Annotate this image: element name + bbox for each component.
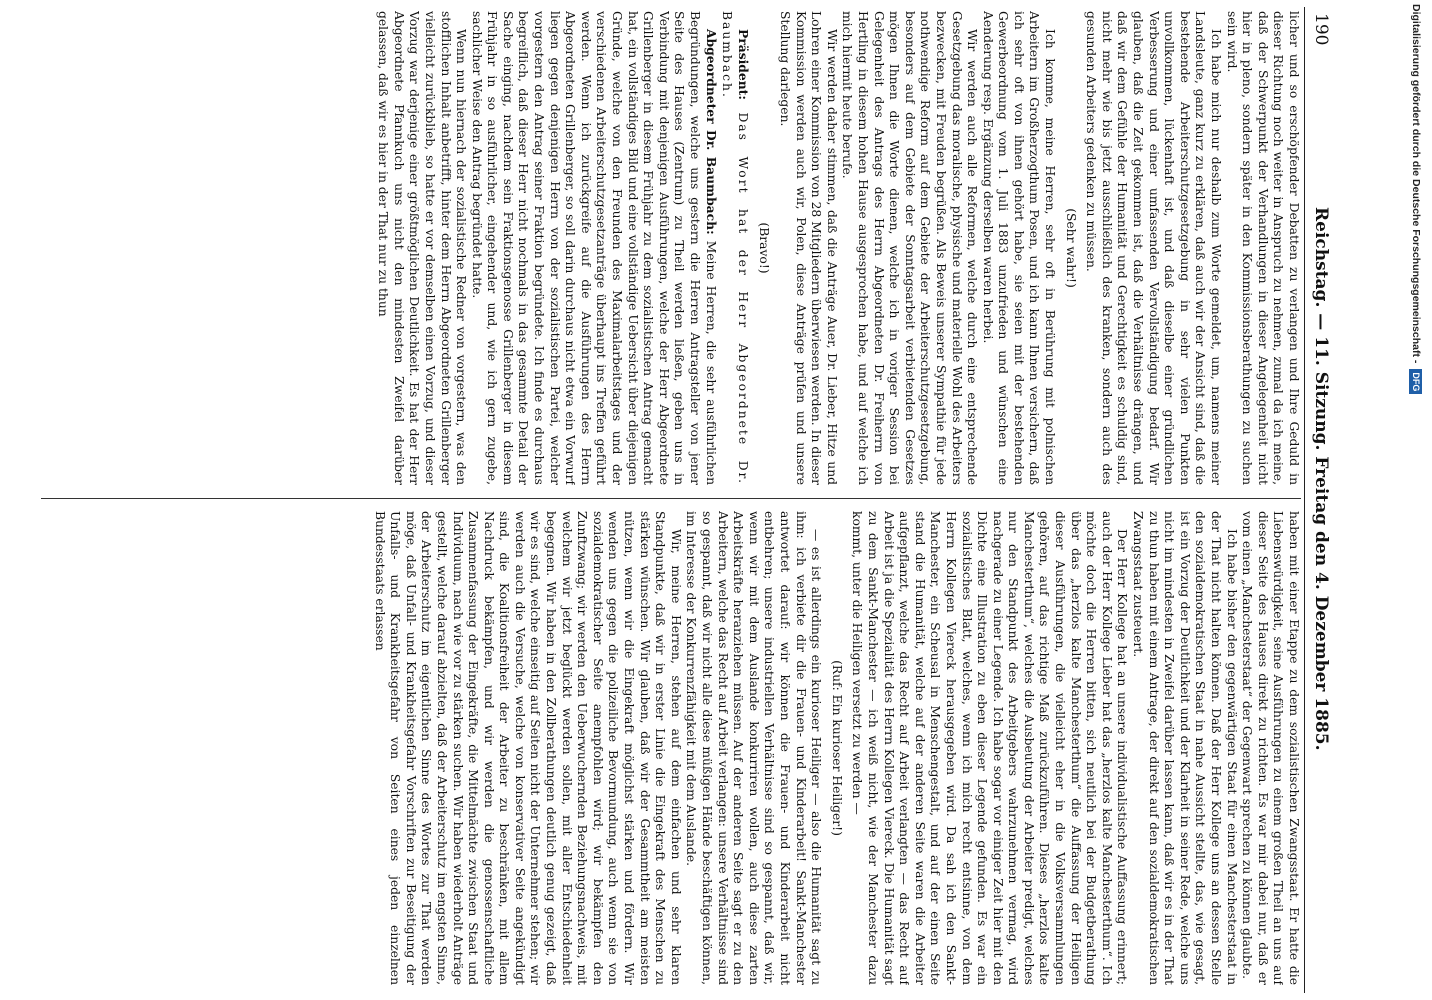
dfg-logo-badge: DFG xyxy=(1409,369,1422,394)
left-paragraph-4: Wir werden auch alle Reformen, welche durch eine entsprechende Gesetzgebung das moralische, physische und materielle Wohl des Arbeiters bezwecken, mit Freuden begrüßen. Als Beweis unserer Sympathie für jede nothwendige Reform auf dem Gebiete der Arbeiterschutzgesetzgebung, besonders auf dem Gebiete der Sonntagsarbeit verbietenden Gesetzes mögen Ihnen die Worte dienen, welche ich in voriger Session bei Gelegenheit des Antrags des Herrn Abgeordneten Dr. Freiherrn von Hertling in diesem hohen Hause ausgesprochen habe, und auf welche ich mich hiermit heute berufe. xyxy=(840,11,980,485)
applause-note-2: (Bravo!) xyxy=(757,222,772,274)
right-paragraph-4: — es ist allerdings ein kurioser Heiliger — also die Humanität sagt zu ihm: ich verbiete dir die Frauen- und Kinderarbeit! Sankt-Manchester antwortet darauf: wir können die Frauen- und Kinderarbeit nicht entbehren; unsere industriellen Verhältnisse sind so gespannt, daß wir, wenn wir mit dem Auslande konkurriren wollen, auch diese zarten Arbeitskräfte heranziehen müssen. Auf der anderen Seite sagt er zu den Arbeitern, welche das Recht auf Arbeit verlangen: unsere Verhältnisse sind so gespannt, daß wir nicht alle diese müßigen Hände beschäftigen können, im Interesse der Konkurrenzfähigkeit mit dem Auslande. xyxy=(684,511,824,985)
left-paragraph-1: licher und so erschöpfender Debatten zu verlangen und Ihre Geduld in dieser Richtung noch weiter in Anspruch zu nehmen, zumal da ich meine, daß der Schwerpunkt der Verhandlungen in dieser Angelegenheit nicht hier in pleno, sondern später in den Kommissionsberathungen zu suchen sein wird. xyxy=(1224,11,1301,485)
credit-text: Digitalisierung gefördert durch die Deutsche Forschungsgemeinschaft - xyxy=(1410,4,1422,364)
left-paragraph-7: Wenn nun hiernach der sozialistische Redner von vorgestern, was den stofflichen Inhalt anbetrifft, hinter dem Herrn Abgeordneten Grillenberger vielleicht zurückblieb, so hatte er vor demselben einen Vorzug, und dieser Vorzug war derjenige einer größtmöglichen Deutlichkeit. Es hat der Herr Abgeordnete Pfannkuch uns nicht den mindesten Zweifel darüber gelassen, daß wir es hier in der That nur zu thun xyxy=(376,11,469,485)
rotated-newspaper-page xyxy=(35,7,1335,993)
speaker-text: Meine Herren, die sehr ausführlichen Begründungen, welche uns gestern die Herren Antragsteller von jener Seite des Hauses (Zentrum) zu Theil werden ließen, geben uns in Verbindung mit denjenigen Ausführungen, welche der Herr Abgeordnete Grillenberger in diesem Frühjahr zu dem sozialistischen Antrag gemacht hat, ein vollständiges Bild und eine vollständige Uebersicht über diejenigen Gründe, welche von den Freunden des Maximalarbeitstages und der verschiedenen Arbeiterschutzgesetzanträge überhaupt ins Treffen geführt werden. Wenn ich zurückgreife auf die Ausführungen des Herrn Abgeordneten Grillenberger, so soll darin durchaus nicht etwa ein Vorwurf liegen gegen denjenigen Herrn von der sozialistischen Partei, welcher vorgestern den Antrag seiner Fraktion begründete. Ich finde es durchaus begreiflich, daß dieser Herr nicht nochmals in das gesammte Detail der Sache einging, nachdem sein Fraktionsgenosse Grillenberger in diesem Frühjahr in so ausführlicher, eingehender und, wie ich gern zugebe, sachlicher Weise den Antrag begründet hatte. xyxy=(469,11,718,485)
right-paragraph-3: Der Herr Kollege hat an unsere individualistische Auffassung erinnert; auch der Herr Kollege Lieber hat das „herzlos kalte Manchesterthum“. Ich möchte doch die Herren bitten, sich neutlich bei der Budgetberathung über das „herzlos kalte Manchesterthum“ die Auffassung der Heiligen dieser Ausführungen, die vielleicht eher in die Volksversammlungen gehören, auf das richtige Maß zurückzuführen. Dieses „herzlos kalte Manchesterthum“, welches die Ausbeutung der Arbeiter predigt, welches nur den Standpunkt des Arbeitgebers wahrzunehmen vermag, wird nachgerade zu einer Legende. Ich habe sogar vor einiger Zeit hier mit den Dichte eine Illustration zu eben dieser Legende gefunden. Es war ein sozialistisches Blatt, welches, wenn ich mich recht entsinne, von dem Herrn Kollegen Viereck herausgegeben wird. Da sah ich den Sankt-Manchester, ein Scheusal in Menschengestalt, und auf der einen Seite stand die Humanität, welche auf der anderen Seite waren die Arbeiter aufgepflanzt, welche das Recht auf Arbeit verlangten — das Recht auf Arbeit ist ja die Spezialität des Herrn Kollegen Viereck. Die Humanität sagt zu dem Sankt-Manchester — ich weiß nicht, wie der Manchester dazu kommt, unter die Heiligen versetzt zu werden — xyxy=(850,511,1130,985)
president-statement xyxy=(719,11,751,485)
running-head-title: Reichstag. — 11. Sitzung. Freitag den 4. Dezember 1885. xyxy=(1311,207,1331,751)
running-header xyxy=(1304,7,1335,993)
applause-note-1: (Sehr wahr!) xyxy=(1063,208,1078,288)
president-text: Das Wort hat der Herr Abgeordnete Dr. Baumbach. xyxy=(720,11,750,485)
president-label: Präsident: xyxy=(735,29,751,100)
column-divider xyxy=(41,498,1301,499)
right-paragraph-1: haben mit einer Etappe zu dem sozialistischen Zwangsstaat. Er hatte die Liebenswürdigkeit, seine Ausführungen zu einem großen Theil an uns auf dieser Seite des Hauses direkt zu richten. Es war mir dabei nur, daß er vom einen „Manchesterstaat“ der Gegenwart sprechen zu können glaubte. xyxy=(1240,511,1301,985)
speaker-label: Abgeordneter Dr. Baumbach: xyxy=(703,29,719,235)
digitization-credit xyxy=(1404,4,1432,997)
speaker-statement xyxy=(468,11,719,485)
page-number: 190 xyxy=(1311,13,1331,46)
left-paragraph-5: Wir werden daher stimmen, daß die Anträge Auer, Dr. Lieber, Hitze und Lohren einer Kommission von 28 Mitgliedern überwiesen werden. In dieser Kommission werden auch wir, Polen, diese Anträge prüfen und unsere Stellung darlegen. xyxy=(778,11,839,485)
interjection-note: (Ruf: Ein kurioser Heiliger!) xyxy=(829,660,844,836)
left-paragraph-3: Ich komme, meine Herren, sehr oft in Berührung mit polnischen Arbeitern im Großherzogthum Posen, und ich kann Ihnen versichern, daß ich sehr oft von ihnen gehört habe, sie seien mit der bestehenden Gewerbeordnung vom 1. Juli 1883 unzufrieden und wünschen eine Aenderung resp. Ergänzung derselben waren herbei. xyxy=(980,11,1058,485)
left-column xyxy=(39,11,1301,485)
left-paragraph-2: Ich habe mich nur deshalb zum Worte gemeldet, um, namens meiner Landsleute, ganz kurz zu erklären, daß auch wir der Ansicht sind, daß die bestehende Arbeiterschutzgesetzgebung in sehr vielen Punkten unvollkommen, lückenhaft ist, und daß dieselbe einer gründlichen Verbesserung und einer umfassenden Vervollständigung bedarf. Wir glauben, daß die Zeit gekommen ist, daß die Verhältnisse drängen, und daß wir dem Gefühle der Humanität und Gerechtigkeit es schuldig sind, nicht mehr wie bis jetzt ausschließlich des kranken, sondern auch des gesunden Arbeiters gedenken zu müssen. xyxy=(1084,11,1224,485)
right-paragraph-5: Wir, meine Herren, stehen auf dem einfachen und sehr klaren Standpunkte, daß wir in erster Linie die Eingekraft des Menschen zu stärken wünschen. Wir glauben, daß wir der Gesammtheit am meisten nützen, wenn wir die Eingekraft möglichst stärken und fördern. Wir wenden uns gegen die polizeiliche Bevormundung, auch wenn sie von sozialdemokratischer Seite anempfohlen wird; wir bekämpfen den Zunftzwang; wir werden den Ueberwuchernden Beziehungsnachweis, mit welchem wir jetzt beglückt werden sollen, mit aller Entschiedenheit begegnen. Wir haben in den Zollberathungen deutlich genug gezeigt, daß wir es sind, welche einseitig auf Seiten nicht der Unternehmer stehen; wir werden auch die Versuche, welche von konservativer Seite angekündigt sind, die Koalitionsfreiheit der Arbeiter zu beschränken, mit allem Nachdruck bekämpfen, und wir werden die genossenschaftliche Zusammenfassung der Eingekräfte, die Mittelmächte zwischen Staat und Individuum, nach wie vor zu stärken suchen. Wir haben wiederholt Anträge gestellt, welche darauf abzielten, daß der Arbeiterschutz im engsten Sinne, der Arbeiterschutz im eigentlichen Sinne des Wortes zur That werden möge, daß Unfall- und Krankheitsgefahr Vorschriften zur Beseitigung der Unfalls- und Krankheitsgefahr von Seiten eines jeden einzelnen Bundesstaats erlassen xyxy=(372,511,683,985)
right-paragraph-2: Ich habe bisher den gegenwärtigen Staat für einen Manchesterstaat in der That nicht halten können. Daß der Herr Kollege uns an dessen Stelle den sozialdemokratischen Staat in nahe Aussicht stellte, das, wie gesagt, ist ein Vorzug der Deutlichkeit und der Klarheit in seiner Rede, welche uns nicht im mindesten in Zweifel darüber lassen kann, daß wir es in der That zu thun haben mit einem Antrage, der direkt auf den sozialdemokratischen Zwangsstaat zusteuert. xyxy=(1131,511,1239,985)
right-column xyxy=(39,511,1301,985)
